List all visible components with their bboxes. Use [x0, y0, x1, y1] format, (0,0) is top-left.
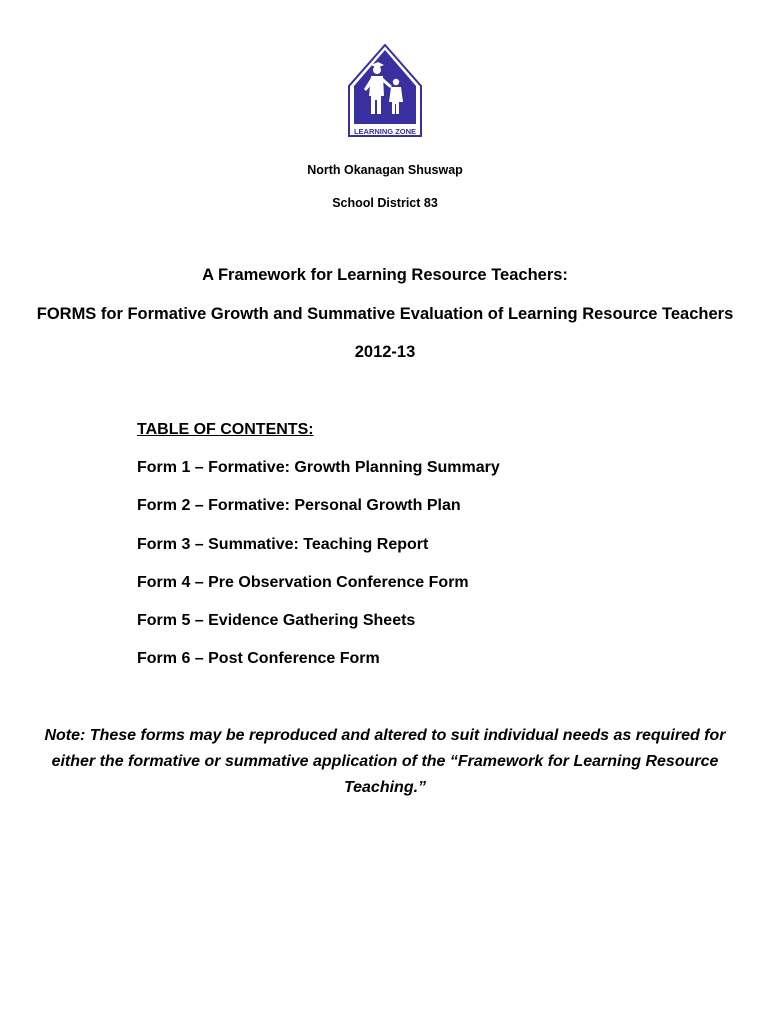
toc-item-form-4: Form 4 – Pre Observation Conference Form [137, 574, 469, 591]
toc-item-form-2: Form 2 – Formative: Personal Growth Plan [137, 497, 461, 514]
org-name: North Okanagan Shuswap [307, 163, 463, 177]
school-district: School District 83 [332, 196, 438, 210]
toc-item-form-5: Form 5 – Evidence Gathering Sheets [137, 612, 416, 629]
document-title: A Framework for Learning Resource Teachers: [202, 266, 568, 284]
toc-item-form-3: Form 3 – Summative: Teaching Report [137, 536, 429, 553]
toc-heading: TABLE OF CONTENTS: [137, 421, 314, 438]
school-crossing-sign-icon [348, 44, 422, 144]
document-year: 2012-13 [354, 343, 416, 361]
note-paragraph: Note: These forms may be reproduced and altered to suit individual needs as required for either the formative or summative application of the “Framework for Learning Resource Teaching.” [44, 727, 726, 796]
document-subtitle: FORMS for Formative Growth and Summative Evaluation of Learning Resource Teachers [36, 305, 734, 323]
toc-item-form-6: Form 6 – Post Conference Form [137, 650, 380, 667]
learning-zone-logo [348, 44, 422, 144]
logo-text: LEARNING ZONE [353, 127, 417, 136]
toc-item-form-1: Form 1 – Formative: Growth Planning Summary [137, 459, 500, 476]
